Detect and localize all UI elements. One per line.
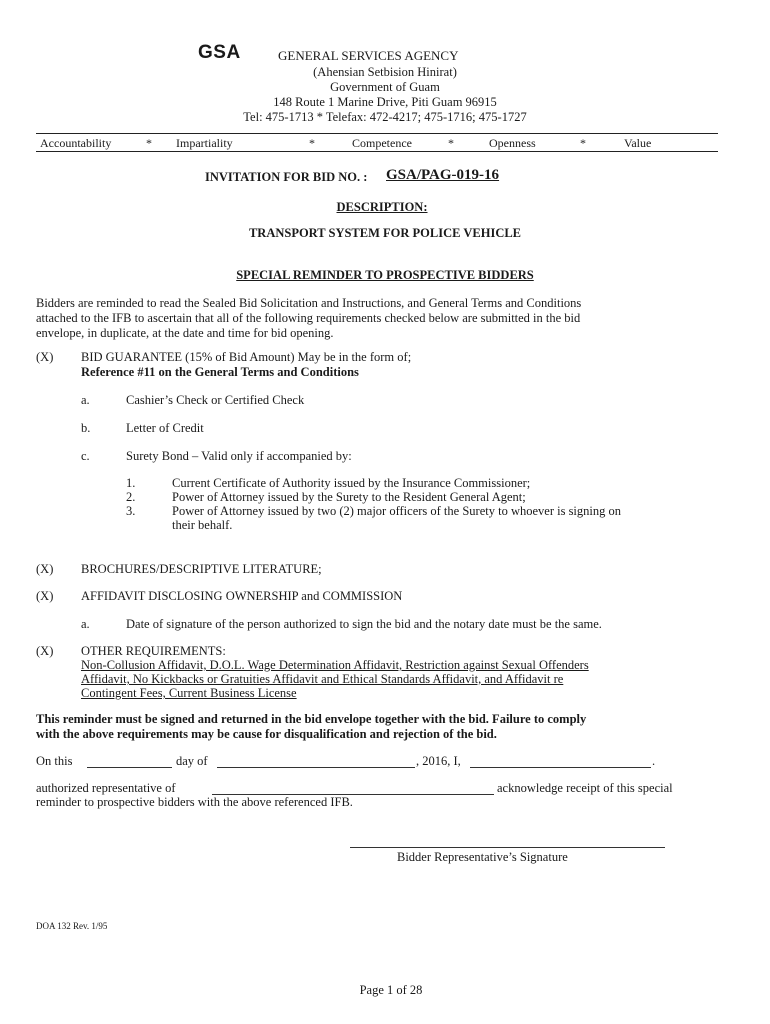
value-separator: * — [580, 136, 586, 150]
contact-line: Tel: 475-1713 * Telefax: 472-4217; 475-1716; 475-1727 — [243, 110, 527, 124]
agency-subtitle: (Ahensian Setbision Hinirat) — [313, 65, 457, 79]
surety-text: Current Certificate of Authority issued by the Insurance Commissioner; — [172, 476, 531, 490]
bid-guarantee-reference: Reference #11 on the General Terms and Conditions — [81, 365, 359, 379]
option-text: Surety Bond – Valid only if accompanied by: — [126, 449, 352, 463]
intro-line: Bidders are reminded to read the Sealed Bid Solicitation and Instructions, and General Terms and Conditions — [36, 296, 582, 310]
surety-number: 1. — [126, 476, 136, 490]
option-text: Letter of Credit — [126, 421, 204, 435]
page-number: Page 1 of 28 — [359, 983, 423, 997]
other-requirement-line: Contingent Fees, Current Business License — [81, 686, 297, 700]
ack-year: , 2016, I, — [416, 754, 461, 768]
intro-line: envelope, in duplicate, at the date and time for bid opening. — [36, 326, 334, 340]
value-accountability: Accountability — [40, 136, 112, 150]
other-mark: (X) — [36, 644, 54, 658]
intro-paragraph — [36, 296, 736, 341]
ack-authorized: authorized representative of — [36, 781, 176, 795]
gsa-logo: GSA — [198, 42, 241, 63]
bid-guarantee-text: BID GUARANTEE (15% of Bid Amount) May be in the form of; — [81, 350, 412, 364]
reminder-title: SPECIAL REMINDER TO PROSPECTIVE BIDDERS — [236, 268, 534, 282]
surety-number: 3. — [126, 504, 136, 518]
surety-text-continued: their behalf. — [172, 518, 233, 532]
value-separator: * — [448, 136, 454, 150]
value-openness: Openness — [489, 136, 536, 150]
brochures-mark: (X) — [36, 562, 54, 576]
form-code: DOA 132 Rev. 1/95 — [36, 921, 108, 931]
signature-line[interactable] — [350, 847, 665, 848]
warning-line: This reminder must be signed and returned in the bid envelope together with the bid. Failure to comply — [36, 712, 587, 726]
affidavit-text: AFFIDAVIT DISCLOSING OWNERSHIP and COMMISSION — [81, 589, 403, 603]
value-impartiality: Impartiality — [176, 136, 233, 150]
option-letter: b. — [81, 421, 91, 435]
option-letter: c. — [81, 449, 90, 463]
other-requirement-line: Non-Collusion Affidavit, D.O.L. Wage Determination Affidavit, Restriction against Sexual Offenders — [81, 658, 589, 672]
surety-text: Power of Attorney issued by the Surety to the Resident General Agent; — [172, 490, 526, 504]
other-requirement-line: Affidavit, No Kickbacks or Gratuities Affidavit and Ethical Standards Affidavit, and Affidavit re — [81, 672, 564, 686]
affidavit-sub-letter: a. — [81, 617, 90, 631]
description-text: TRANSPORT SYSTEM FOR POLICE VEHICLE — [248, 226, 522, 240]
address-line: 148 Route 1 Marine Drive, Piti Guam 96915 — [273, 95, 497, 109]
value-value: Value — [624, 136, 652, 150]
ack-period: . — [652, 754, 656, 768]
affidavit-sub-text: Date of signature of the person authorized to sign the bid and the notary date must be the same. — [126, 617, 602, 631]
ack-line2: reminder to prospective bidders with the above referenced IFB. — [36, 795, 353, 809]
affidavit-mark: (X) — [36, 589, 54, 603]
warning-line: with the above requirements may be cause for disqualification and rejection of the bid. — [36, 727, 497, 741]
other-text: OTHER REQUIREMENTS: — [81, 644, 226, 658]
ack-day-of: day of — [176, 754, 208, 768]
signature-label: Bidder Representative’s Signature — [397, 850, 568, 864]
value-competence: Competence — [352, 136, 412, 150]
invitation-label: INVITATION FOR BID NO. : — [205, 170, 368, 184]
name-blank[interactable] — [470, 767, 651, 768]
ack-on-this: On this — [36, 754, 73, 768]
intro-line: attached to the IFB to ascertain that all of the following requirements checked below are submitted in the bid — [36, 311, 581, 325]
month-blank[interactable] — [217, 767, 415, 768]
description-label: DESCRIPTION: — [336, 200, 428, 214]
surety-number: 2. — [126, 490, 136, 504]
option-letter: a. — [81, 393, 90, 407]
value-separator: * — [146, 136, 152, 150]
option-text: Cashier’s Check or Certified Check — [126, 393, 305, 407]
brochures-text: BROCHURES/DESCRIPTIVE LITERATURE; — [81, 562, 322, 576]
government-line: Government of Guam — [330, 80, 440, 94]
bid-guarantee-mark: (X) — [36, 350, 54, 364]
value-separator: * — [309, 136, 315, 150]
bid-number: GSA/PAG-019-16 — [386, 167, 500, 183]
day-blank[interactable] — [87, 767, 172, 768]
surety-text: Power of Attorney issued by two (2) major officers of the Surety to whoever is signing on — [172, 504, 621, 518]
agency-name: GENERAL SERVICES AGENCY — [278, 48, 459, 63]
ack-acknowledge: acknowledge receipt of this special — [497, 781, 673, 795]
values-bar — [36, 133, 718, 152]
